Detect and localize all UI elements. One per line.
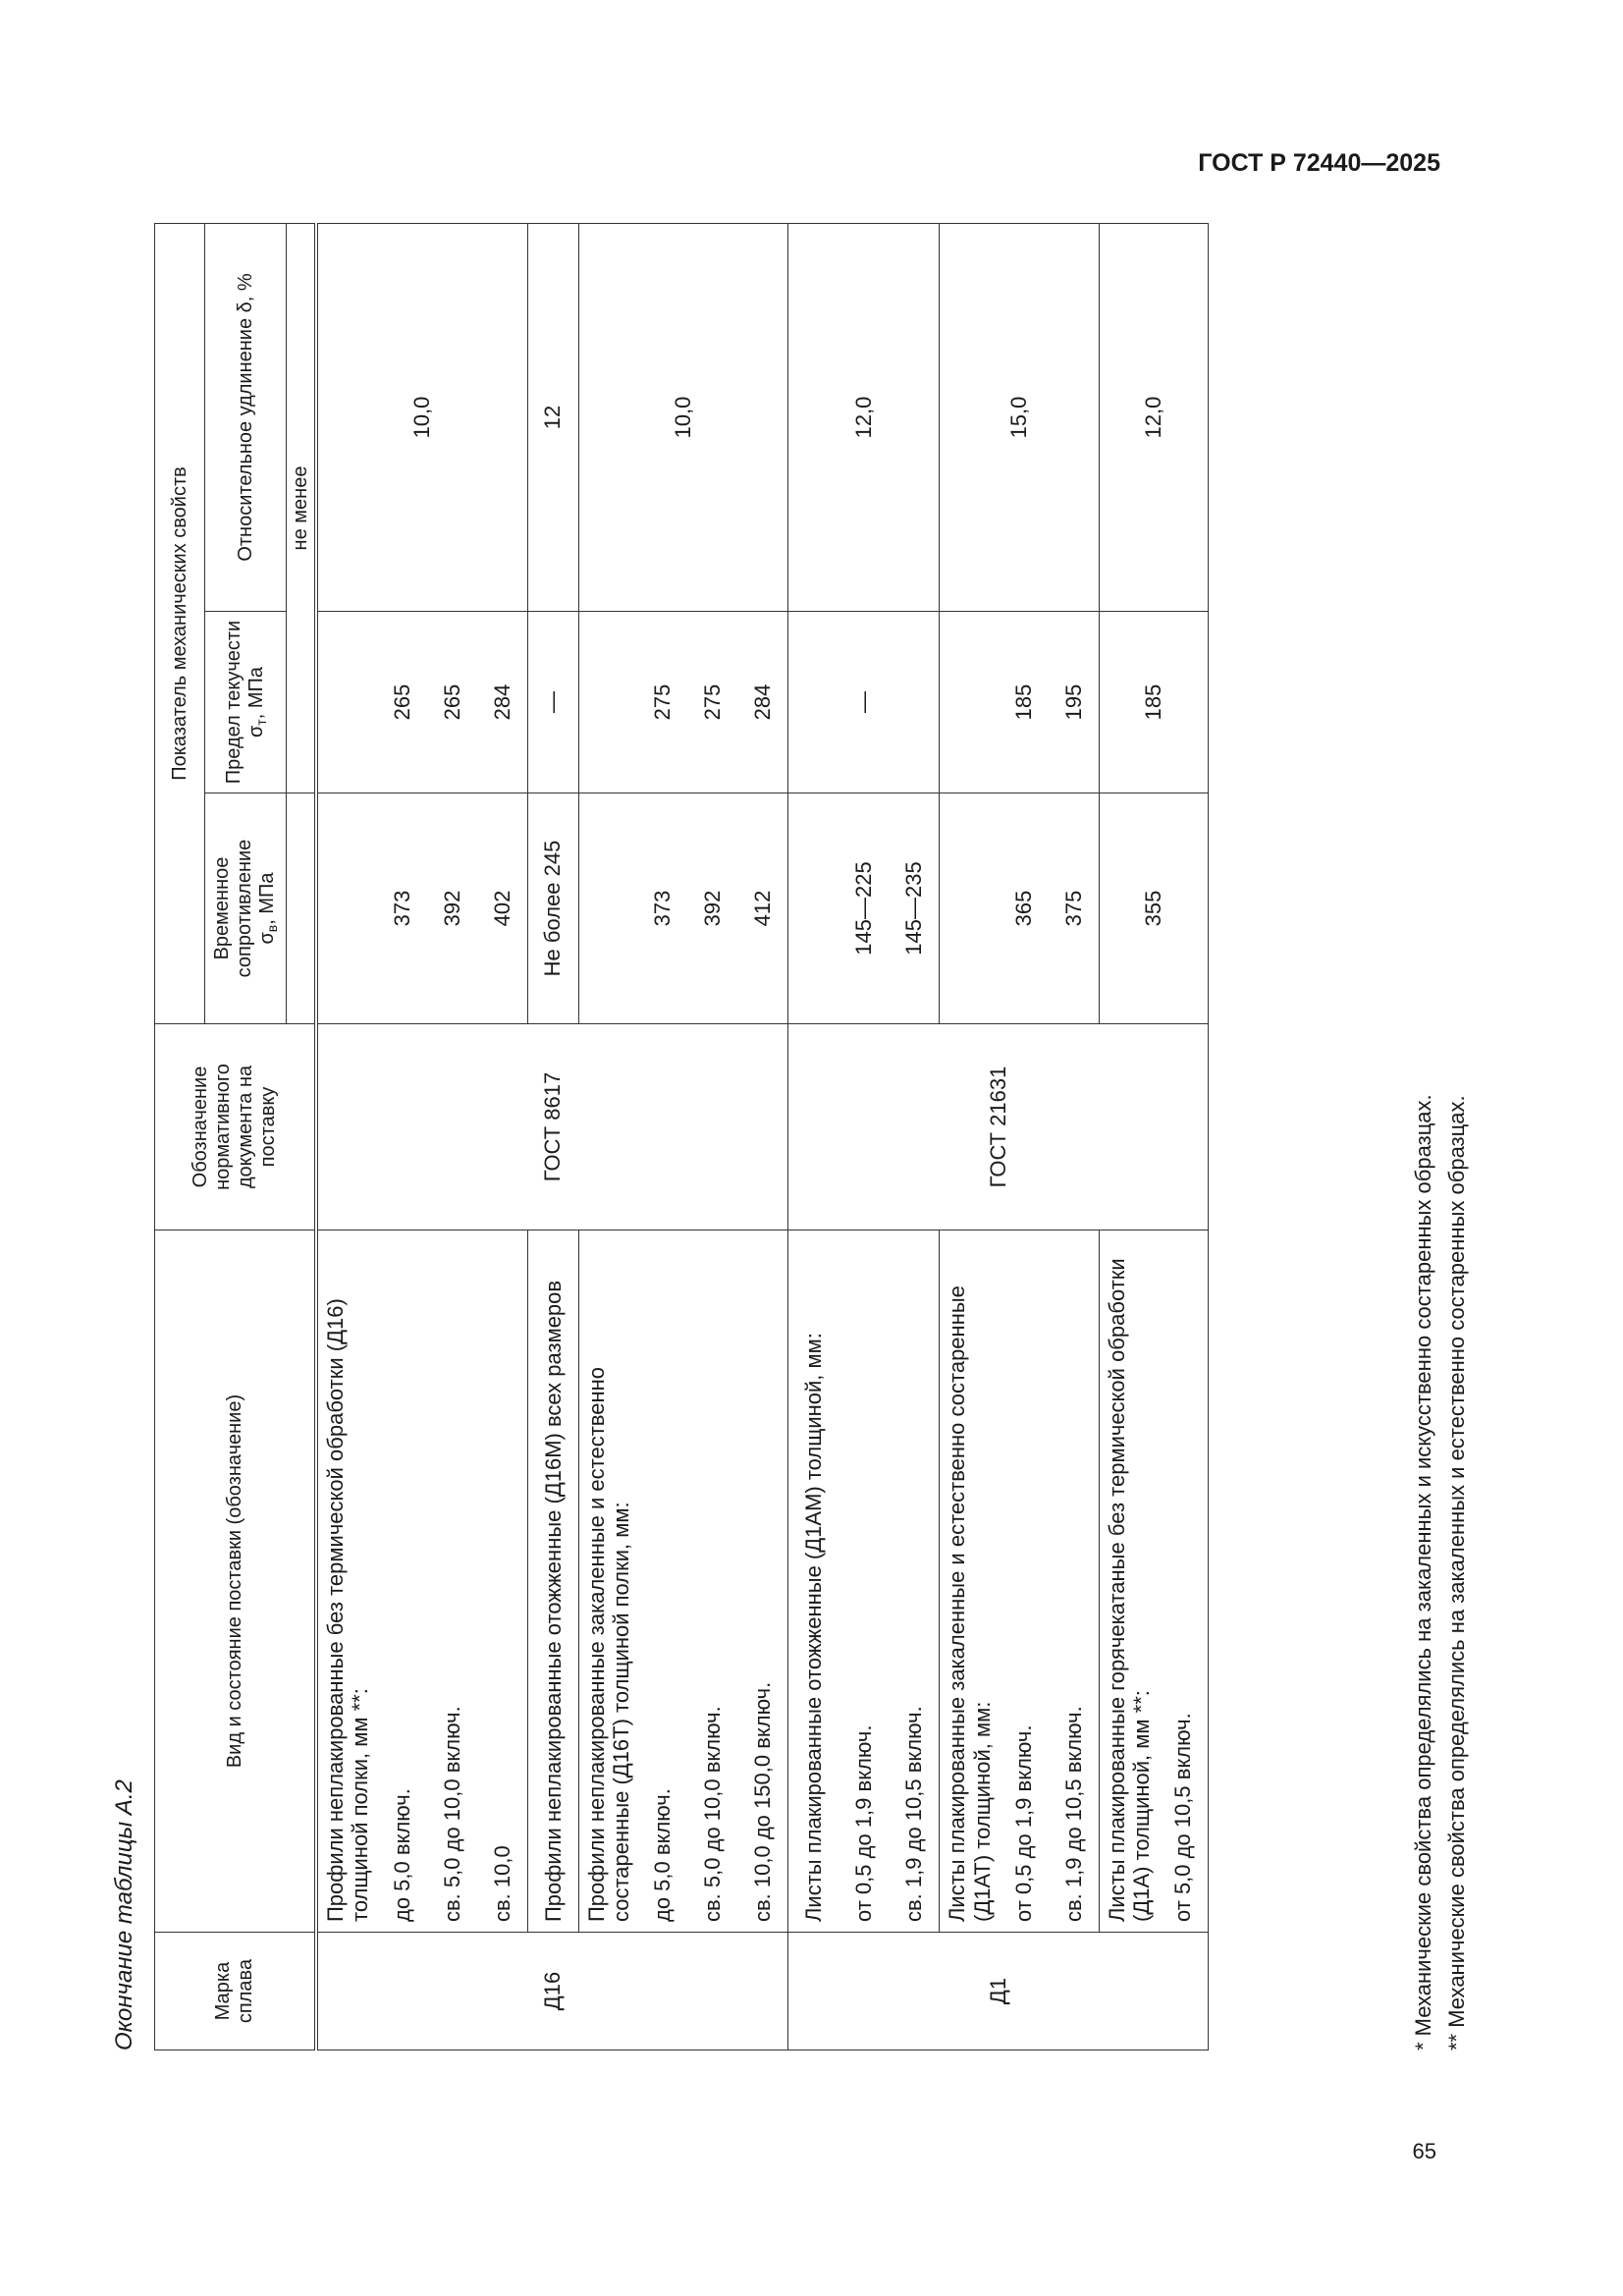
- table-cell: 195: [1060, 683, 1086, 721]
- table-cell: 265: [439, 683, 464, 721]
- kind-cell: [940, 1230, 1100, 1933]
- standard-cell: ГОСТ 21631: [788, 1024, 1209, 1230]
- kind-cell: [578, 1230, 788, 1933]
- document-code: ГОСТ Р 72440—2025: [1198, 149, 1440, 177]
- elongation-cell: 12,0: [788, 223, 940, 611]
- list-item: св. 1,9 до 10,5 включ.: [901, 1706, 927, 1922]
- list-item: Профили неплакированные без термической обработки (Д16) толщиной полки, мм **:: [323, 1298, 373, 1922]
- list-item: Листы плакированные закаленные и естественно состаренные (Д1АТ) толщиной, мм:: [945, 1285, 995, 1922]
- yield-cell: —: [788, 612, 940, 793]
- header-row-1: [155, 223, 205, 2050]
- yield-cell: [940, 612, 1100, 793]
- footnote: ** Механические свойства определялись на закаленных и естественно состаренных образцах.: [1444, 1095, 1469, 2050]
- col-header-tensile: Временное сопротивление $\sigma_в$, МПа: [205, 793, 287, 1024]
- col-header-yield: Предел текучести $\sigma_т$, МПа: [205, 612, 287, 793]
- table-cell: 265: [389, 683, 414, 721]
- table-row: [316, 223, 527, 2050]
- table-cell: 185: [1010, 683, 1036, 721]
- elongation-cell: 12: [527, 223, 578, 611]
- table-cell: 375: [1060, 890, 1086, 927]
- elongation-cell: 10,0: [316, 223, 527, 611]
- mechanical-properties-table: [154, 223, 1209, 2050]
- table-cell: 392: [700, 890, 726, 927]
- col-header-alloy: Марка сплава: [155, 1933, 317, 2050]
- list-item: от 0,5 до 1,9 включ.: [1010, 1724, 1036, 1922]
- table-continuation-caption: Окончание таблицы А.2: [111, 1779, 137, 2050]
- table-cell: 145—235: [901, 861, 927, 956]
- col-header-kind: Вид и состояние поставки (обозначение): [155, 1230, 317, 1933]
- yield-cell: 185: [1099, 612, 1209, 793]
- table-cell: 284: [750, 683, 776, 721]
- list-item: св. 10,0: [489, 1845, 514, 1922]
- list-item: Профили неплакированные отожженные (Д16М) всех размеров: [540, 1280, 566, 1922]
- elongation-cell: 12,0: [1099, 223, 1209, 611]
- kind-cell: [1099, 1230, 1209, 1933]
- kind-cell: [788, 1230, 940, 1933]
- table-row: [788, 223, 940, 2050]
- list-item: Листы плакированные отожженные (Д1АМ) толщиной, мм:: [801, 1333, 827, 1922]
- table-cell: 145—225: [851, 861, 877, 956]
- list-item: Профили неплакированные закаленные и естественно состаренные (Д16Т) толщиной полки, мм:: [583, 1367, 633, 1922]
- page-number: 65: [1412, 2139, 1436, 2163]
- list-item: Листы плакированные горячекатаные без термической обработки (Д1А) толщиной, мм **:: [1104, 1258, 1155, 1922]
- list-item: св. 5,0 до 10,0 включ.: [439, 1706, 464, 1922]
- table-cell: 365: [1010, 890, 1036, 927]
- list-item: св. 1,9 до 10,5 включ.: [1060, 1706, 1086, 1922]
- list-item: св. 5,0 до 10,0 включ.: [700, 1706, 726, 1922]
- tensile-cell: 355: [1099, 793, 1209, 1024]
- list-item: св. 10,0 до 150,0 включ.: [750, 1681, 776, 1922]
- kind-cell: [316, 1230, 527, 1933]
- col-header-group: Показатель механических свойств: [155, 223, 205, 1023]
- yield-cell: —: [527, 612, 578, 793]
- standard-cell: ГОСТ 8617: [316, 1024, 788, 1230]
- list-item: до 5,0 включ.: [389, 1788, 414, 1922]
- table-cell: 275: [650, 683, 676, 721]
- table-cell: 412: [750, 890, 776, 927]
- table-cell: 373: [650, 890, 676, 927]
- elongation-cell: 15,0: [940, 223, 1100, 611]
- tensile-cell: [316, 793, 527, 1024]
- alloy-cell: Д16: [316, 1933, 788, 2050]
- rotated-table-region: [111, 224, 1469, 2050]
- min-value-note: не менее: [287, 223, 317, 793]
- col-header-standard: Обозначение нормативного документа на поставку: [155, 1024, 317, 1230]
- tensile-cell: Не более 245: [527, 793, 578, 1024]
- table-cell: 402: [489, 890, 514, 927]
- list-item: до 5,0 включ.: [650, 1788, 676, 1922]
- table-cell: 373: [389, 890, 414, 927]
- tensile-cell: [788, 793, 940, 1024]
- list-item: от 0,5 до 1,9 включ.: [851, 1724, 877, 1922]
- yield-cell: [578, 612, 788, 793]
- list-item: от 5,0 до 10,5 включ.: [1170, 1713, 1196, 1922]
- table-cell: 275: [700, 683, 726, 721]
- footnotes: [1407, 1094, 1474, 2050]
- table-cell: 284: [489, 683, 514, 721]
- alloy-cell: Д1: [788, 1933, 1209, 2050]
- tensile-cell: [578, 793, 788, 1024]
- tensile-cell: [940, 793, 1100, 1024]
- col-header-elongation: Относительное удлинение δ, %: [205, 223, 287, 611]
- table-cell: 392: [439, 890, 464, 927]
- elongation-cell: 10,0: [578, 223, 788, 611]
- yield-cell: [316, 612, 527, 793]
- kind-cell: [527, 1230, 578, 1933]
- footnote: * Механические свойства определялись на закаленных и искусственно состаренных образцах.: [1411, 1094, 1435, 2050]
